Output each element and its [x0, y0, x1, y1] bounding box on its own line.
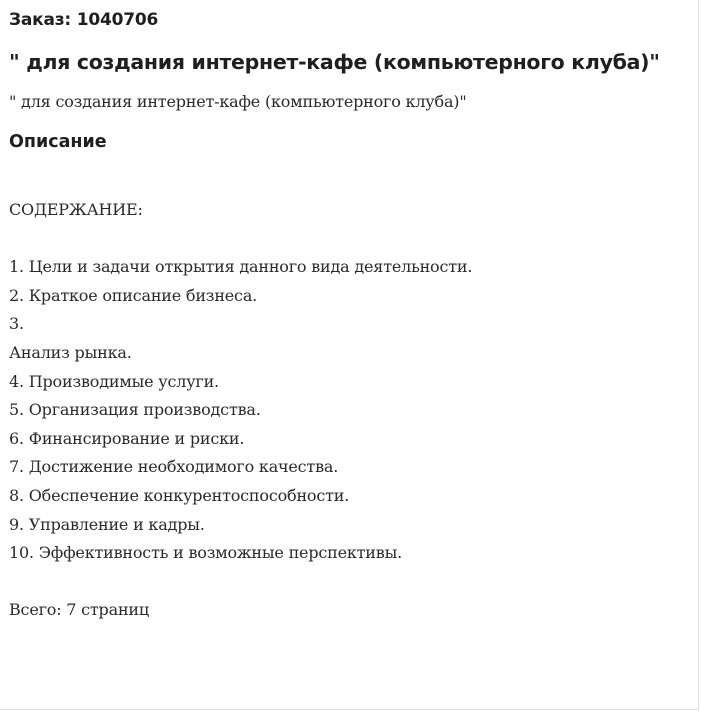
- contents-item: 1. Цели и задачи открытия данного вида деятельности.: [9, 257, 473, 277]
- contents-item: 3.: [9, 314, 24, 334]
- description-body: [9, 196, 472, 625]
- spacer: [9, 225, 472, 254]
- description-heading: Описание: [9, 132, 107, 152]
- contents-item: Анализ рынка.: [9, 342, 132, 362]
- order-number: Заказ: 1040706: [9, 10, 159, 30]
- contents-heading: СОДЕРЖАНИЕ:: [9, 200, 143, 219]
- contents-item: 9. Управление и кадры.: [9, 514, 205, 534]
- contents-item: 10. Эффективность и возможные перспективы.: [9, 543, 402, 563]
- contents-item: 5. Организация производства.: [9, 400, 261, 420]
- contents-item: 2. Краткое описание бизнеса.: [9, 285, 258, 305]
- page-subtitle: " для создания интернет-кафе (компьютерного клуба)": [9, 92, 467, 111]
- contents-item: 4. Производимые услуги.: [9, 371, 219, 391]
- contents-item: 6. Финансирование и риски.: [9, 428, 245, 448]
- page-title: " для создания интернет-кафе (компьютерного клуба)": [9, 50, 660, 74]
- contents-item: 7. Достижение необходимого качества.: [9, 457, 339, 477]
- spacer: [9, 568, 472, 597]
- contents-item: 8. Обеспечение конкурентоспособности.: [9, 485, 350, 505]
- total-pages: Всего: 7 страниц: [9, 600, 149, 620]
